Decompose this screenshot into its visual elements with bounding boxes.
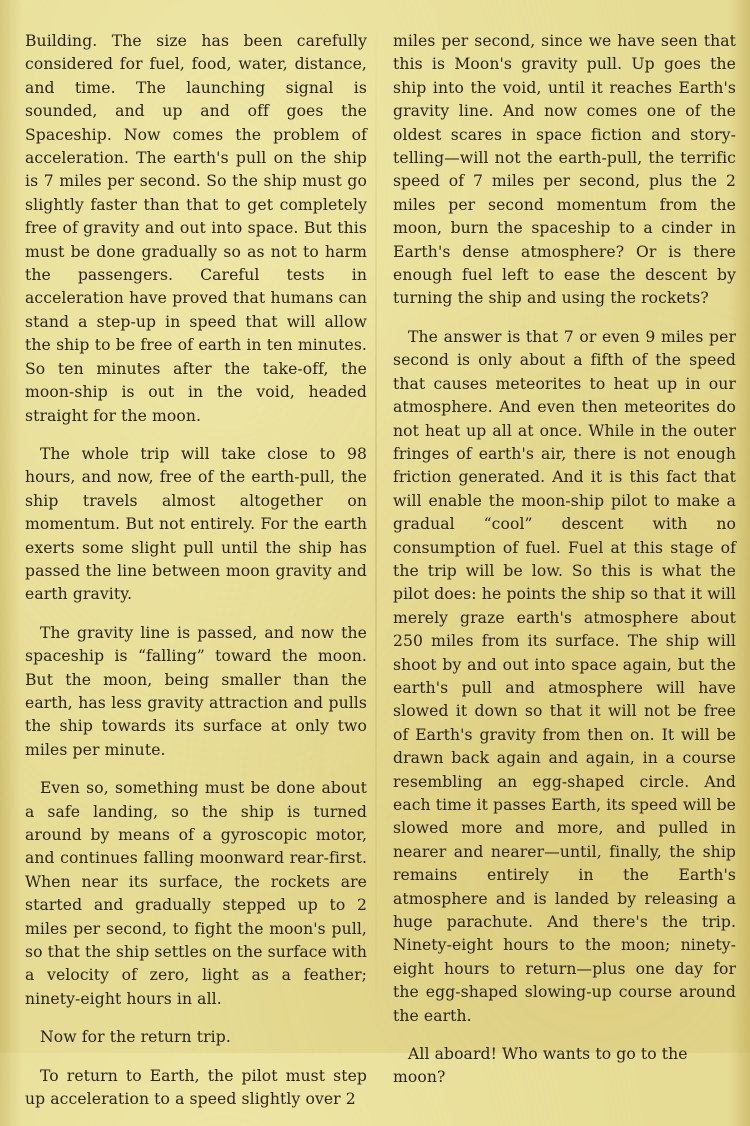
paragraph-return-intro: Now for the return trip. [40,1028,231,1047]
paragraph-return-start: To return to Earth, the pilot must step up acceleration to a speed slightly over 2 [25,1066,367,1109]
paragraph-answer: The answer is that 7 or even 9 miles per second is only about a fifth of the speed that causes meteorites to heat up in our atmosphere. And even then meteorites do not heat up all at once. While in the outer fringes of earth's air, there is not enough friction generated. And it is this fact that will enable the moon-ship pilot to make a gradual “cool” descent with no consumption of fuel. Fuel at this stage of the trip will be low. So this is what the pilot does: he points the ship so that it will merely graze earth's atmosphere about 250 miles from its surface. The ship will shoot by and out into space again, but the earth's pull and atmosphere will have slowed it down so that it will not be free of Earth's gravity from then on. It will be drawn back again and again, in a course resembling an egg-shaped circle. And each time it passes Earth, its speed will be slowed more and more, and pulled in nearer and nearer—until, finally, the ship remains entirely in the Earth's atmosphere and is landed by releasing a huge parachute. And there's the trip. Ninety-eight hours to the moon; ninety-eight hours to return—plus one day for the egg-shaped slowing-up course around the earth. [393,327,736,1025]
left-column [25,30,367,1126]
paragraph-landing: Even so, something must be done about a safe landing, so the ship is turned around by means of a gyroscopic motor, and continues falling moonward rear-first. When near its surface, the rockets are started and gradually stepped up to 2 miles per second, to fight the moon's pull, so that the ship settles on the surface with a velocity of zero, light as a feather; ninety-eight hours in all. [25,779,367,1008]
paragraph-return-continued: miles per second, since we have seen that this is Moon's gravity pull. Up goes the ship into the void, until it reaches Earth's gravity line. And now comes one of the oldest scares in space fiction and story-telling—will not the earth-pull, the terrific speed of 7 miles per second, plus the 2 miles per second momentum from the moon, burn the spaceship to a cinder in Earth's dense atmosphere? Or is there enough fuel left to ease the descent by turning the ship and using the rockets? [393,32,736,308]
right-column [393,30,736,1105]
paragraph-launch: Building. The size has been carefully considered for fuel, food, water, distance, and time. The launching signal is sounded, and up and off goes the Spaceship. Now comes the problem of acceleration. The earth's pull on the ship is 7 miles per second. So the ship must go slightly faster than that to get completely free of gravity and out into space. But this must be done gradually so as not to harm the passengers. Careful tests in acceleration have proved that humans can stand a step-up in speed that will allow the ship to be free of earth in ten minutes. So ten minutes after the take-off, the moon-ship is out in the void, headed straight for the moon. [25,32,367,425]
paragraph-gravity-line: The gravity line is passed, and now the spaceship is “falling” toward the moon. But the moon, being smaller than the earth, has less gravity attraction and pulls the ship towards its surface at only two miles per minute. [25,623,367,759]
paragraph-momentum: The whole trip will take close to 98 hours, and now, free of the earth-pull, the ship travels almost altogether on momentum. But not entirely. For the earth exerts some slight pull until the ship has passed the line between moon gravity and earth gravity. [25,444,367,604]
column-gutter [375,20,377,1030]
paragraph-all-aboard: All aboard! Who wants to go to the moon? [393,1045,688,1087]
